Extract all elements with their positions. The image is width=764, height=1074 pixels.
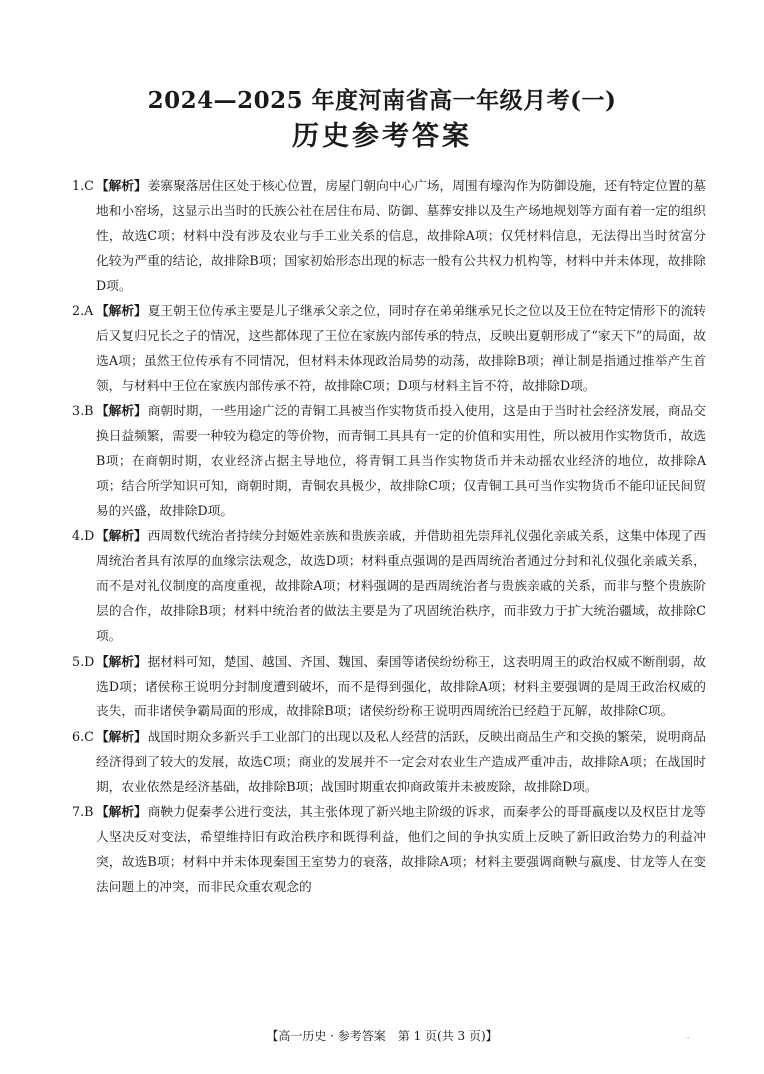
answer-number: 5.D (72, 653, 95, 669)
answer-number: 2.A (72, 303, 94, 319)
page-footer: 【高一历史 · 参考答案 第 1 页(共 3 页)】 (266, 1029, 498, 1043)
answer-explanation: 商鞅力促秦孝公进行变法，其主张体现了新兴地主阶级的诉求，而秦孝公的哥哥嬴虔以及权臣甘龙等人坚决反对变法，希望维持旧有政治秩序和既得利益，他们之间的争执实质上反映了新旧政治势力的利益冲突，故选B项；材料中并未体现秦国王室势力的衰落，故排除A项；材料主要强调商鞅与嬴虔、甘龙等人在变法问题上的冲突，而非民众重农观念的 (96, 804, 706, 894)
answer-item (72, 725, 706, 800)
page-title: 2024—2025 年度河南省高一年级月考(一) (147, 87, 617, 114)
answer-list (72, 174, 706, 900)
answer-number: 7.B (72, 804, 94, 820)
page-subtitle: 历史参考答案 (292, 121, 472, 152)
answer-item (72, 800, 706, 900)
analysis-tag: 【解析】 (96, 303, 147, 319)
answer-item (72, 524, 706, 649)
analysis-tag: 【解析】 (96, 653, 147, 669)
answer-number: 1.C (72, 178, 94, 193)
answer-explanation: 夏王朝王位传承主要是儿子继承父亲之位，同时存在弟弟继承兄长之位以及王位在特定情形下的流转后又复归兄长之子的情况，这些都体现了王位在家族内部传承的特点，反映出夏朝形成了“家天下”的局面，故选A项；虽然王位传承有不同情况，但材料未体现政治局势的动荡，故排除B项；禅让制是指通过推举产生首领，与材料中王位在家族内部传承不符，故排除C项；D项与材料主旨不符，故排除D项。 (96, 303, 706, 393)
analysis-tag: 【解析】 (96, 804, 147, 820)
answer-number: 4.D (72, 528, 95, 544)
answer-explanation: 商朝时期，一些用途广泛的青铜工具被当作实物货币投入使用，这是由于当时社会经济发展，商品交换日益频繁，需要一种较为稳定的等价物，而青铜工具具有一定的价值和实用性，所以被用作实物货币，故选B项；在商朝时期，农业经济占据主导地位，将青铜工具当作实物货币并未动摇农业经济的地位，故排除A项；结合所学知识可知，商朝时期，青铜农具极少，故排除C项；仅青铜工具可当作实物货币不能印证民间贸易的兴盛，故排除D项。 (96, 403, 706, 518)
answer-number: 6.C (72, 728, 94, 744)
answer-item (72, 299, 706, 399)
answer-item (72, 174, 706, 299)
analysis-tag: 【解析】 (96, 728, 147, 744)
answer-explanation: 战国时期众多新兴手工业部门的出现以及私人经营的活跃，反映出商品生产和交换的繁荣，说明商品经济得到了较大的发展，故选C项；商业的发展并不一定会对农业生产造成严重冲击，故排除A项；在战国时期，农业依然是经济基础，故排除B项；战国时期重农抑商政策并未被废除，故排除D项。 (96, 728, 706, 794)
analysis-tag: 【解析】 (96, 403, 147, 419)
corner-mark: ·· (684, 1034, 690, 1043)
answer-explanation: 据材料可知，楚国、越国、齐国、魏国、秦国等诸侯纷纷称王，这表明周王的政治权威不断削弱，故选D项；诸侯称王说明分封制度遭到破坏，而不是得到强化，故排除A项；材料主要强调的是周王政治权威的丧失，而非诸侯争霸局面的形成，故排除B项；诸侯纷纷称王说明西周统治已经趋于瓦解，故排除C项。 (96, 653, 706, 719)
answer-explanation: 姜寨聚落居住区处于核心位置，房屋门朝向中心广场，周围有壕沟作为防御设施，还有特定位置的墓地和小窑场，这显示出当时的氏族公社在居住布局、防御、墓葬安排以及生产场地规划等方面有着一定的组织性，故选C项；材料中没有涉及农业与手工业关系的信息，故排除A项；仅凭材料信息，无法得出当时贫富分化较为严重的结论，故排除B项；国家初始形态出现的标志一般有公共权力机构等，材料中并未体现，故排除D项。 (96, 178, 706, 293)
answer-item (72, 650, 706, 725)
analysis-tag: 【解析】 (96, 178, 147, 193)
answer-explanation: 西周数代统治者持续分封姬姓亲族和贵族亲戚，并借助祖先崇拜礼仪强化亲戚关系，这集中体现了西周统治者具有浓厚的血缘宗法观念，故选D项；材料重点强调的是西周统治者通过分封和礼仪强化亲戚关系，而不是对礼仪制度的高度重视，故排除A项；材料强调的是西周统治者与贵族亲戚的关系，而非与整个贵族阶层的合作，故排除B项；材料中统治者的做法主要是为了巩固统治秩序，而非致力于扩大统治疆域，故排除C项。 (96, 528, 706, 644)
answer-number: 3.B (72, 403, 94, 419)
analysis-tag: 【解析】 (96, 528, 147, 544)
answer-item (72, 399, 706, 524)
